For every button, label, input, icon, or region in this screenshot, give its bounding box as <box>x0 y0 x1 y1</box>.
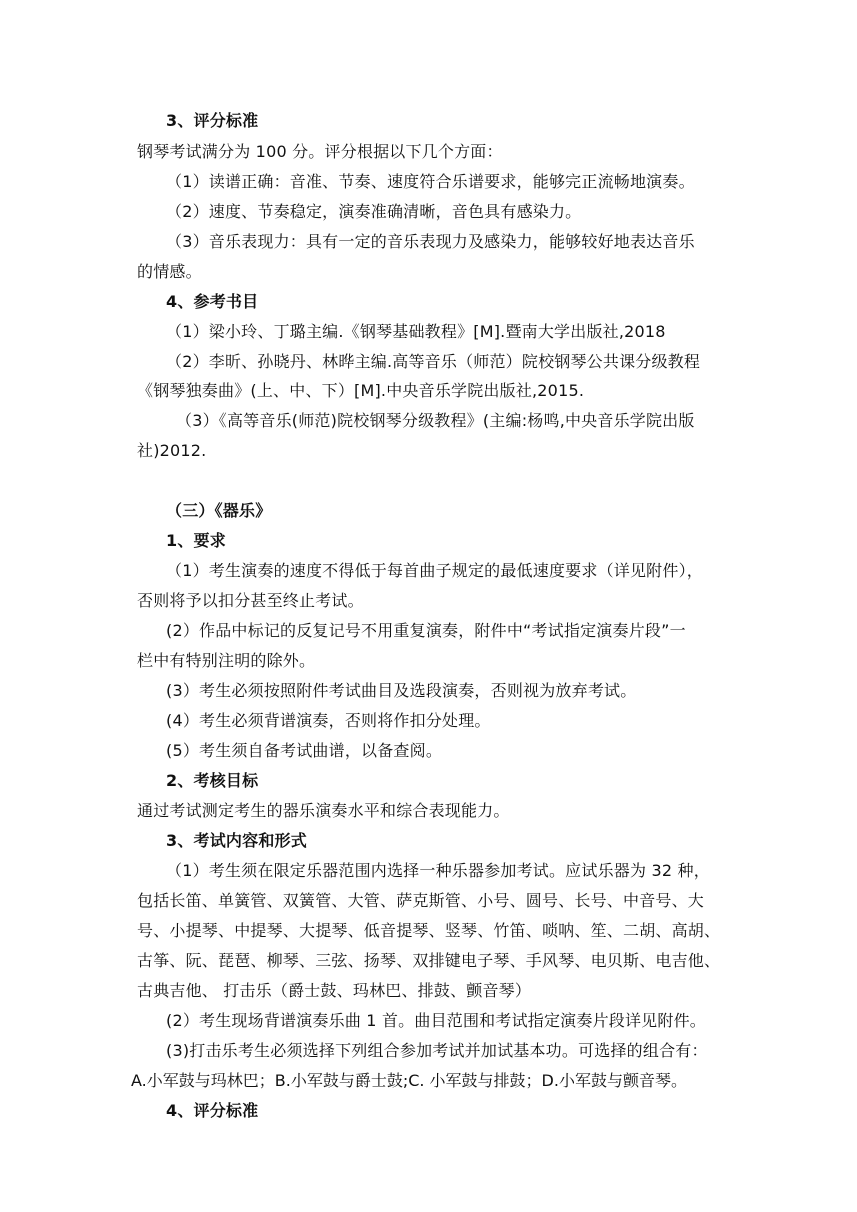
paragraph-line: (5）考生须自备考试曲谱，以备查阅。 <box>166 741 443 760</box>
paragraph-line: （3）《高等音乐(师范)院校钢琴分级教程》(主编:杨鸣,中央音乐学院出版 <box>176 411 695 430</box>
paragraph-line: 号、小提琴、中提琴、大提琴、低音提琴、竖琴、竹笛、唢呐、笙、二胡、高胡、 <box>137 921 721 940</box>
paragraph-line: (2）作品中标记的反复记号不用重复演奏，附件中“考试指定演奏片段”一 <box>166 621 686 640</box>
paragraph-line: （3）音乐表现力：具有一定的音乐表现力及感染力，能够较好地表达音乐 <box>166 232 695 251</box>
paragraph-line: （1）梁小玲、丁璐主编.《钢琴基础教程》[M].暨南大学出版社,2018 <box>166 322 666 341</box>
paragraph-line: （1）考生演奏的速度不得低于每首曲子规定的最低速度要求（详见附件）， <box>166 561 703 580</box>
paragraph-line: 通过考试测定考生的器乐演奏水平和综合表现能力。 <box>137 801 510 820</box>
paragraph-line: (4）考生必须背谱演奏，否则将作扣分处理。 <box>166 711 491 730</box>
section-heading-references: 4、参考书目 <box>166 292 259 311</box>
paragraph-line: （2）李昕、孙晓丹、林晔主编.高等音乐（师范）院校钢琴公共课分级教程 <box>166 352 701 371</box>
paragraph-line: 栏中有特别注明的除外。 <box>137 651 316 670</box>
paragraph-line: 包括长笛、单簧管、双簧管、大管、萨克斯管、小号、圆号、长号、中音号、大 <box>137 891 705 910</box>
paragraph-line: 社)2012. <box>137 441 207 460</box>
paragraph-line: 古典吉他、 打击乐（爵士鼓、玛林巴、排鼓、颤音琴） <box>137 981 532 1000</box>
paragraph-line: A.小军鼓与玛林巴；B.小军鼓与爵士鼓;C. 小军鼓与排鼓；D.小军鼓与颤音琴。 <box>131 1071 687 1090</box>
paragraph-line: (2）考生现场背谱演奏乐曲 1 首。曲目范围和考试指定演奏片段详见附件。 <box>166 1011 706 1030</box>
section-heading-content-format: 3、考试内容和形式 <box>166 831 307 850</box>
section-heading-requirements: 1、要求 <box>166 531 226 550</box>
paragraph-line: 的情感。 <box>137 262 202 281</box>
section-heading-scoring: 3、评分标准 <box>166 111 259 130</box>
paragraph-line: 否则将予以扣分甚至终止考试。 <box>137 591 364 610</box>
paragraph-line: （1）读谱正确：音准、节奏、速度符合乐谱要求，能够完正流畅地演奏。 <box>166 172 695 191</box>
section-heading-objectives: 2、考核目标 <box>166 771 259 790</box>
paragraph-line: (3）考生必须按照附件考试曲目及选段演奏，否则视为放弃考试。 <box>166 681 637 700</box>
paragraph-line: （1）考生须在限定乐器范围内选择一种乐器参加考试。应试乐器为 32 种， <box>166 861 710 880</box>
paragraph-line: (3)打击乐考生必须选择下列组合参加考试并加试基本功。可选择的组合有： <box>166 1041 708 1060</box>
paragraph-line: 《钢琴独奏曲》(上、中、下）[M].中央音乐学院出版社,2015. <box>137 381 585 400</box>
paragraph-line: 古筝、阮、琵琶、柳琴、三弦、扬琴、双排键电子琴、手风琴、电贝斯、电吉他、 <box>137 951 721 970</box>
section-heading-instrumental: （三）《器乐》 <box>166 501 272 520</box>
paragraph-line: 钢琴考试满分为 100 分。评分根据以下几个方面： <box>137 142 503 161</box>
paragraph-line: （2）速度、节奏稳定，演奏准确清晰，音色具有感染力。 <box>166 202 582 221</box>
section-heading-scoring-2: 4、评分标准 <box>166 1101 259 1120</box>
